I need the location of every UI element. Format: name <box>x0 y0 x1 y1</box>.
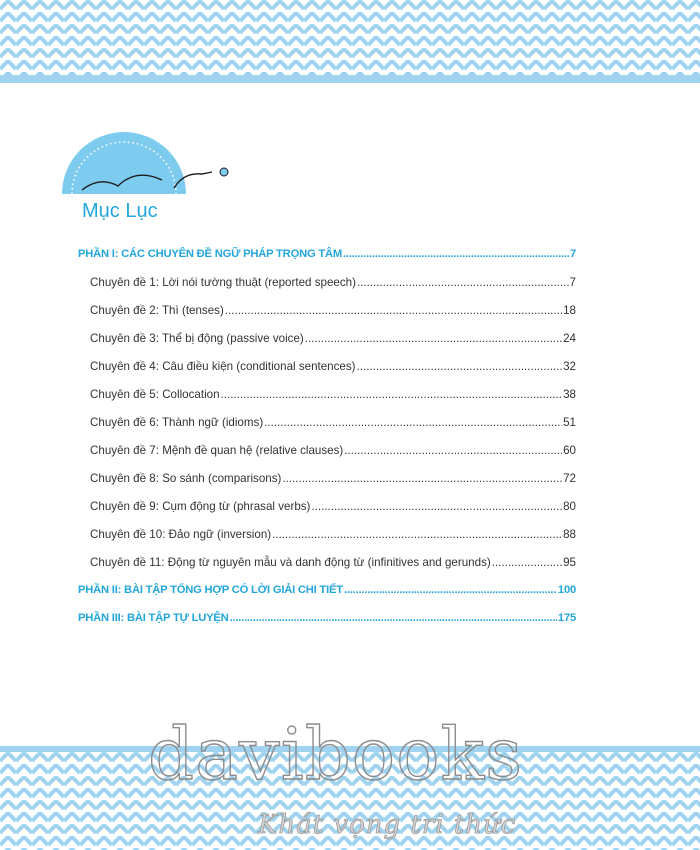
slogan-watermark: Khát vọng tri thức <box>258 810 517 840</box>
dot-leader <box>343 248 569 260</box>
dot-leader <box>272 528 562 541</box>
table-of-contents <box>78 248 576 640</box>
toc-page-number: 100 <box>557 584 576 596</box>
toc-part-3[interactable] <box>78 612 576 640</box>
toc-entry-label: Chuyên đề 5: Collocation <box>90 388 220 401</box>
toc-part-2[interactable] <box>78 584 576 612</box>
toc-entry-label: PHẦN III: BÀI TẬP TỰ LUYỆN <box>78 612 229 624</box>
toc-entry-label: Chuyên đề 6: Thành ngữ (idioms) <box>90 416 264 429</box>
toc-entry-label: Chuyên đề 10: Đảo ngữ (inversion) <box>90 528 272 541</box>
dot-leader <box>264 416 562 429</box>
dot-leader <box>344 444 562 457</box>
toc-chapter-10[interactable] <box>78 528 576 556</box>
dot-leader <box>357 276 569 289</box>
toc-chapter-11[interactable] <box>78 556 576 584</box>
header-pattern-band <box>0 0 700 75</box>
toc-page-number: 95 <box>563 556 576 569</box>
toc-entry-label: Chuyên đề 8: So sánh (comparisons) <box>90 472 282 485</box>
dot-leader <box>230 612 557 624</box>
toc-page-number: 18 <box>563 304 576 317</box>
toc-page-number: 38 <box>563 388 576 401</box>
toc-chapter-7[interactable] <box>78 444 576 472</box>
toc-entry-label: Chuyên đề 7: Mệnh đề quan hệ (relative clauses) <box>90 444 344 457</box>
brand-watermark: davibooks <box>148 712 524 796</box>
toc-chapter-2[interactable] <box>78 304 576 332</box>
dot-leader <box>344 584 557 596</box>
toc-page-number: 88 <box>563 528 576 541</box>
toc-page-number: 80 <box>563 500 576 513</box>
dot-leader <box>492 556 562 569</box>
toc-entry-label: Chuyên đề 2: Thì (tenses) <box>90 304 224 317</box>
toc-chapter-3[interactable] <box>78 332 576 360</box>
toc-page-number: 32 <box>563 360 576 373</box>
page-title: Mục Lục <box>82 200 158 222</box>
toc-entry-label: PHẦN II: BÀI TẬP TỔNG HỢP CÓ LỜI GIẢI CHI TIẾT <box>78 584 343 596</box>
dot-leader <box>311 500 562 513</box>
toc-chapter-6[interactable] <box>78 416 576 444</box>
toc-chapter-5[interactable] <box>78 388 576 416</box>
toc-entry-label: Chuyên đề 3: Thể bị động (passive voice) <box>90 332 304 345</box>
dot-leader <box>221 388 563 401</box>
toc-chapter-1[interactable] <box>78 276 576 304</box>
dot-leader <box>305 332 562 345</box>
toc-page-number: 24 <box>563 332 576 345</box>
toc-page-number: 60 <box>563 444 576 457</box>
toc-page-number: 175 <box>557 612 576 624</box>
toc-page-number: 51 <box>563 416 576 429</box>
toc-entry-label: Chuyên đề 11: Động từ nguyên mẫu và danh động từ (infinitives and gerunds) <box>90 556 491 569</box>
toc-page-number: 72 <box>563 472 576 485</box>
toc-page-number: 7 <box>569 248 576 260</box>
toc-chapter-9[interactable] <box>78 500 576 528</box>
toc-entry-label: Chuyên đề 1: Lời nói tường thuật (reported speech) <box>90 276 356 289</box>
half-sun-with-bird-icon <box>62 128 237 203</box>
header-divider <box>0 75 700 83</box>
toc-page-number: 7 <box>569 276 576 289</box>
toc-chapter-8[interactable] <box>78 472 576 500</box>
toc-entry-label: PHẦN I: CÁC CHUYÊN ĐỀ NGỮ PHÁP TRỌNG TÂM <box>78 248 342 260</box>
toc-chapter-4[interactable] <box>78 360 576 388</box>
dot-leader <box>357 360 563 373</box>
toc-entry-label: Chuyên đề 9: Cụm động từ (phrasal verbs) <box>90 500 311 513</box>
dot-leader <box>282 472 562 485</box>
toc-entry-label: Chuyên đề 4: Câu điều kiện (conditional sentences) <box>90 360 356 373</box>
dot-leader <box>225 304 562 317</box>
toc-part-1[interactable] <box>78 248 576 276</box>
